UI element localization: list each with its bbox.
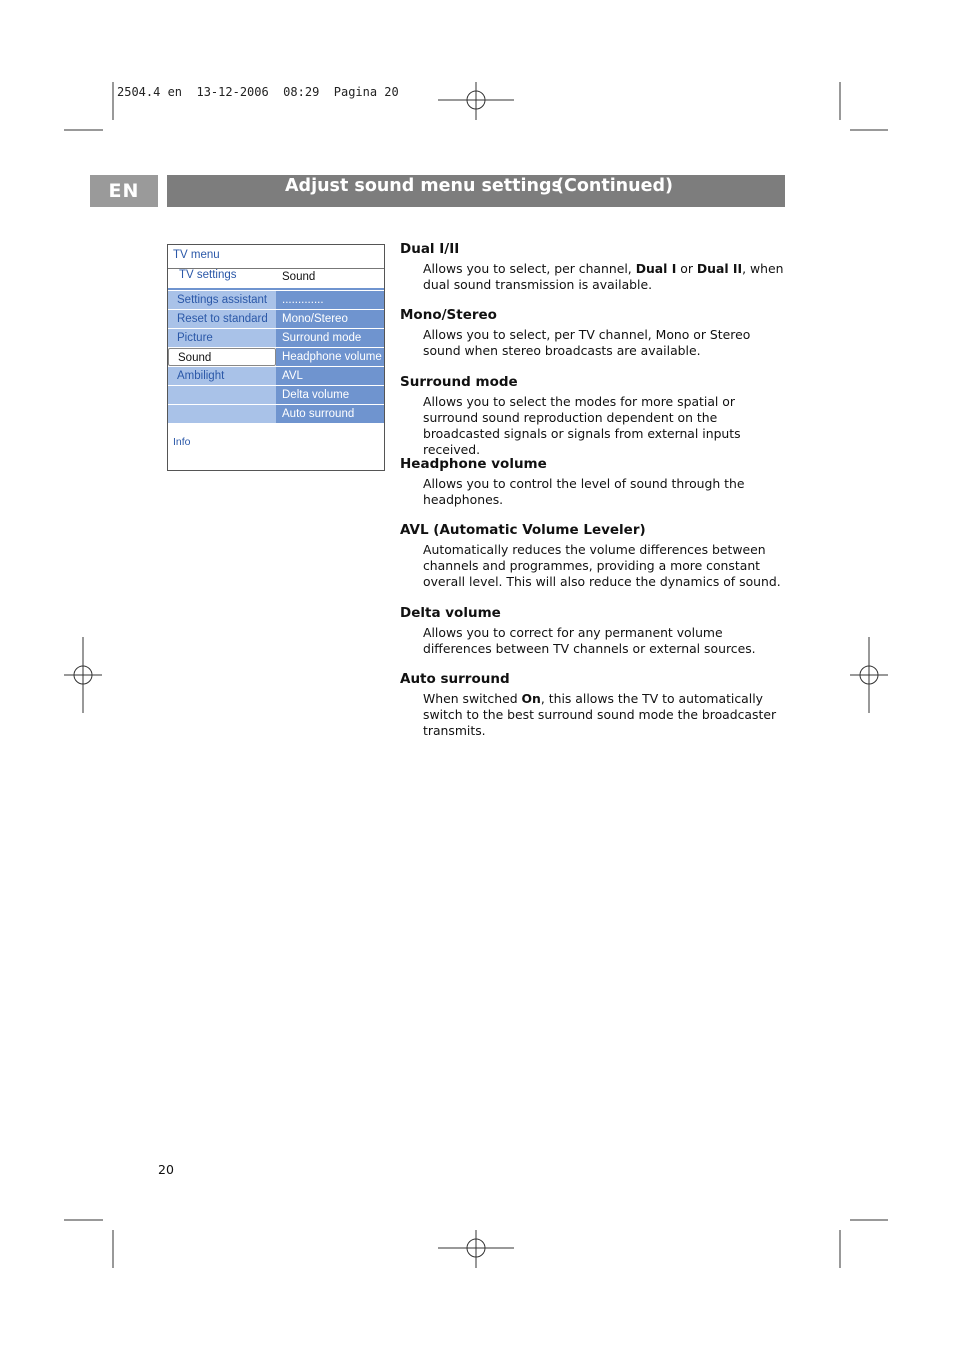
section-heading: Mono/Stereo bbox=[400, 307, 497, 323]
menu-item-empty bbox=[168, 405, 276, 423]
menu-item-reset-to-standard: Reset to standard bbox=[168, 310, 276, 328]
info-label: Info bbox=[173, 436, 191, 448]
section-title-bar bbox=[167, 175, 785, 207]
tv-settings-label: TV settings bbox=[179, 269, 237, 281]
section-body: Allows you to select, per channel, Dual I or Dual II, when dual sound transmission is available. bbox=[423, 261, 784, 292]
page-title-suffix: (Continued) bbox=[556, 176, 673, 196]
section-body: Allows you to control the level of sound through the headphones. bbox=[423, 476, 745, 507]
sound-item-mono-stereo: Mono/Stereo bbox=[276, 310, 384, 328]
tv-menu-screenshot bbox=[167, 244, 385, 471]
sound-item-headphone-volume: Headphone volume bbox=[276, 348, 384, 366]
print-slug: 2504.4 en 13-12-2006 08:29 Pagina 20 bbox=[117, 85, 399, 99]
menu-item-picture: Picture bbox=[168, 329, 276, 347]
sound-item-delta-volume: Delta volume bbox=[276, 386, 384, 404]
section-auto-surround bbox=[400, 670, 785, 739]
section-heading: Headphone volume bbox=[400, 456, 547, 472]
menu-item-settings-assistant: Settings assistant bbox=[168, 291, 276, 309]
sound-item-surround-mode: Surround mode bbox=[276, 329, 384, 347]
section-heading: Surround mode bbox=[400, 374, 518, 390]
sound-column-header: Sound bbox=[282, 271, 316, 283]
section-body: When switched On, this allows the TV to automatically switch to the best surround sound mode the broadcaster transmits. bbox=[423, 691, 777, 738]
tv-menu-title: TV menu bbox=[173, 249, 220, 261]
section-avl bbox=[400, 521, 785, 604]
section-heading: Dual I/II bbox=[400, 241, 460, 257]
language-tab: EN bbox=[90, 175, 158, 207]
section-heading: Auto surround bbox=[400, 671, 510, 687]
section-dual bbox=[400, 240, 785, 306]
menu-item-ambilight: Ambilight bbox=[168, 367, 276, 385]
section-body: Allows you to select, per TV channel, Mono or Stereo sound when stereo broadcasts are available. bbox=[423, 327, 751, 358]
tv-settings-list bbox=[168, 291, 276, 424]
page-title: Adjust sound menu settings bbox=[285, 176, 562, 196]
section-headphone-volume bbox=[400, 455, 785, 521]
section-surround-mode bbox=[400, 373, 785, 455]
sound-item-avl: AVL bbox=[276, 367, 384, 385]
section-body: Automatically reduces the volume differences between channels and programmes, providing a more constant overall level. This will also reduce the dynamics of sound. bbox=[423, 542, 781, 589]
section-heading: Delta volume bbox=[400, 605, 501, 621]
sound-item-auto-surround: Auto surround bbox=[276, 405, 384, 423]
section-body: Allows you to select the modes for more spatial or surround sound reproduction dependent on the broadcasted signals or signals from external inputs received. bbox=[423, 394, 741, 457]
section-mono-stereo bbox=[400, 306, 785, 373]
descriptions bbox=[400, 240, 785, 739]
page-number: 20 bbox=[158, 1162, 174, 1177]
sound-item-placeholder: ............. bbox=[276, 291, 384, 309]
menu-item-sound-selected: Sound bbox=[168, 348, 276, 366]
section-body: Allows you to correct for any permanent volume differences between TV channels or external sources. bbox=[423, 625, 756, 656]
menu-item-empty bbox=[168, 386, 276, 404]
section-delta-volume bbox=[400, 604, 785, 670]
sound-options-list bbox=[276, 291, 384, 424]
divider bbox=[168, 288, 384, 290]
section-heading: AVL (Automatic Volume Leveler) bbox=[400, 522, 646, 538]
